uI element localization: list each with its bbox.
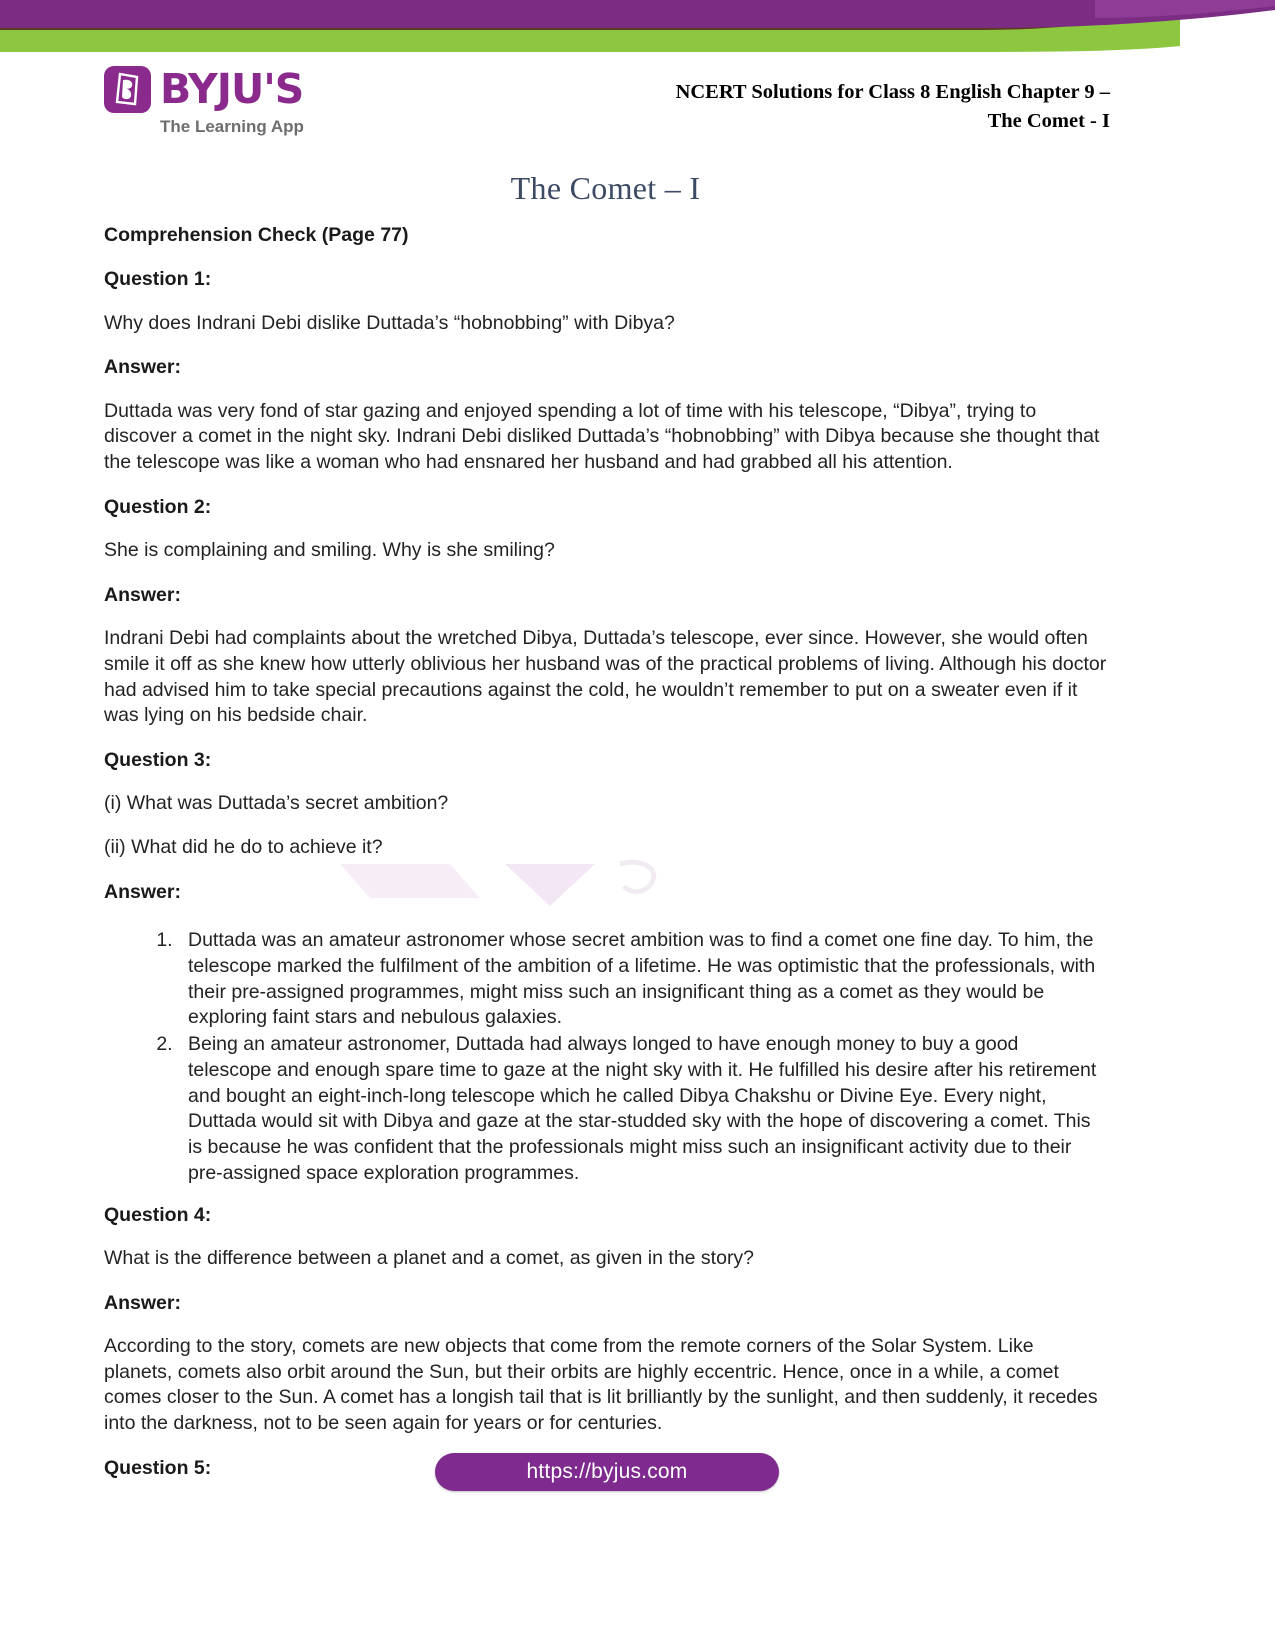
answer-3-list (104, 928, 1107, 1186)
answer-3-label: Answer: (104, 880, 181, 903)
answer-4-label: Answer: (104, 1291, 181, 1314)
question-4-label: Question 4: (104, 1203, 212, 1226)
byjus-wordmark: BYJU'S (160, 65, 304, 113)
answer-1-paragraph: Duttada was very fond of star gazing and enjoyed spending a lot of time with his telescope, “Dibya”, trying to discover a comet in the night sky. Indrani Debi disliked Duttada’s “hobnobbing” with Dibya because she thought that the telescope was like a woman who had ensnared her husband and had grabbed all his attention. (104, 399, 1100, 474)
question-3-sub-ii: (ii) What did he do to achieve it? (104, 836, 383, 859)
byjus-logo (104, 66, 319, 137)
question-3-label: Question 3: (104, 749, 212, 772)
header-title-line1: NCERT Solutions for Class 8 English Chapter 9 – (675, 81, 1110, 103)
answer-1-label: Answer: (104, 356, 181, 379)
byjus-logo-mark-icon (104, 66, 151, 113)
question-3-sub-i: (i) What was Duttada’s secret ambition? (104, 792, 449, 815)
question-1-text: Why does Indrani Debi dislike Duttada’s “hobnobbing” with Dibya? (104, 311, 675, 334)
header-chapter-title (676, 78, 1110, 136)
byjus-tagline: The Learning App (160, 117, 304, 136)
footer-url-button[interactable] (435, 1453, 779, 1491)
header-banner (0, 0, 1275, 66)
page-title: The Comet – I (510, 170, 701, 206)
question-2-text: She is complaining and smiling. Why is she smiling? (104, 539, 555, 562)
list-item: 2. Being an amateur astronomer, Duttada had always longed to have enough money to buy a good telescope and enough spare time to gaze at the night sky with it. He fulfilled his desire after his retirement and bought an eight-inch-long telescope which he called Dibya Chakshu or Divine Eye. Every night, Duttada would sit with Dibya and gaze at the star-studded sky with the hope of discovering a comet. This is because he was confident that the professionals might miss such an insignificant activity due to their pre-assigned space exploration programmes. (178, 1032, 1107, 1186)
list-item: 1. Duttada was an amateur astronomer whose secret ambition was to find a comet one fine day. To him, the telescope marked the fulfilment of the ambition of a lifetime. He was optimistic that the professionals, with their pre-assigned programmes, might miss such an insignificant thing as a comet as they would be exploring faint stars and nebulous galaxies. (178, 928, 1107, 1031)
question-2-label: Question 2: (104, 495, 212, 518)
section-heading-comprehension-check: Comprehension Check (Page 77) (104, 224, 409, 246)
footer-url-label: https://byjus.com (526, 1460, 688, 1483)
header-title-line2: The Comet - I (987, 110, 1110, 133)
answer-4-paragraph: According to the story, comets are new objects that come from the remote corners of the Solar System. Like planets, comets also orbit around the Sun, but their orbits are highly eccentric. Hence, once in a while, a comet comes closer to the Sun. A comet has a longish tail that is lit brilliantly by the sunlight, and then suddenly, it recedes into the darkness, not to be seen again for years or for centuries. (104, 1334, 1098, 1435)
answer-2-label: Answer: (104, 583, 181, 606)
question-5-label: Question 5: (104, 1456, 212, 1479)
question-4-text: What is the difference between a planet and a comet, as given in the story? (104, 1246, 755, 1269)
answer-2-paragraph: Indrani Debi had complaints about the wretched Dibya, Duttada’s telescope, ever since. However, she would often smile it off as she knew how utterly oblivious her husband was of the practical problems of living. Although his doctor had advised him to take special precautions against the cold, he wouldn’t remember to put on a sweater even if it was lying on his bedside chair. (104, 627, 1107, 727)
document-body (104, 170, 1107, 1490)
purple-band (0, 0, 1275, 28)
question-1-label: Question 1: (104, 268, 212, 291)
